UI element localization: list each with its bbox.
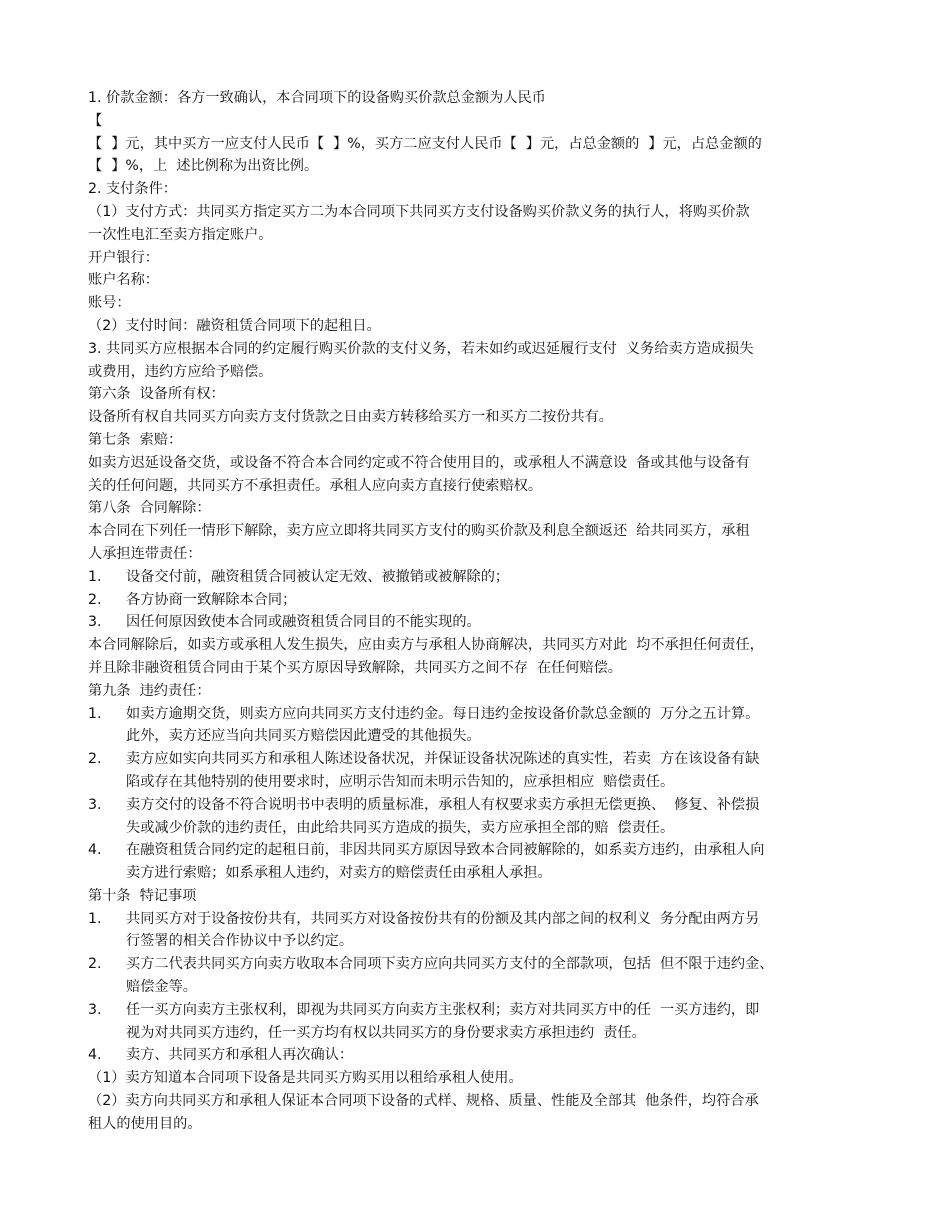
price-split-line: 【 】元，其中买方一应支付人民币【 】%，买方二应支付人民币【 】元，占总金额的 】元，占总金额的	[88, 135, 762, 152]
list-text-cont: 失或减少价款的违约责任，由此给共同买方造成的损失，卖方应承担全部的赔 偿责任。	[126, 819, 675, 836]
payment-obligation-line-cont: 或费用，违约方应给予赔偿。	[88, 363, 273, 380]
list-text-cont: 赔偿金等。	[126, 979, 197, 996]
article-6-heading: 第六条 设备所有权：	[88, 386, 225, 403]
reconfirm-item-2-cont: 租人的使用目的。	[88, 1115, 202, 1132]
list-item	[88, 566, 864, 589]
list-text: 卖方交付的设备不符合说明书中表明的质量标准，承租人有权要求卖方承担无偿更换、 修复、补偿损	[126, 796, 760, 813]
list-text-cont: 视为对共同买方违约，任一买方均有权以共同买方的身份要求卖方承担违约 责任。	[126, 1024, 646, 1041]
article-8-heading: 第八条 合同解除：	[88, 500, 211, 517]
account-name-label: 账户名称：	[88, 272, 159, 289]
termination-consequence-line-cont: 并且除非融资租赁合同由于某个买方原因导致解除，共同买方之间不存 在任何赔偿。	[88, 659, 622, 676]
list-number: 4.	[88, 842, 102, 859]
list-item	[88, 999, 864, 1022]
list-item	[88, 589, 864, 612]
list-text-cont: 卖方进行索赔；如系承租人违约，对卖方的赔偿责任由承租人承担。	[126, 865, 552, 882]
list-text: 各方协商一致解除本合同；	[126, 591, 297, 608]
payment-method-line: （1）支付方式：共同买方指定买方二为本合同项下共同买方支付设备购买价款义务的执行人，将购买价款	[88, 203, 750, 220]
list-number: 1.	[88, 910, 102, 927]
list-item	[88, 839, 864, 862]
payment-obligation-line: 3. 共同买方应根据本合同的约定履行购买价款的支付义务，若未如约或迟延履行支付 义务给卖方造成损失	[88, 340, 754, 357]
contract-document	[88, 87, 864, 1136]
price-amount-clause: 1. 价款金额：各方一致确认，本合同项下的设备购买价款总金额为人民币	[88, 90, 546, 106]
list-number: 3.	[88, 614, 102, 631]
account-number-label: 账号：	[88, 295, 131, 312]
list-item	[88, 953, 864, 976]
article-7-text: 如卖方迟延设备交货，或设备不符合本合同约定或不符合使用目的，或承租人不满意设 备或其他与设备有	[88, 454, 750, 471]
price-split-ratio-line: 【 】%，上 述比例称为出资比例。	[88, 158, 319, 175]
list-text: 设备交付前，融资租赁合同被认定无效、被撤销或被解除的；	[126, 568, 510, 585]
termination-consequence-line: 本合同解除后，如卖方或承租人发生损失，应由卖方与承租人协商解决，共同买方对此 均不承担任何责任，	[88, 637, 764, 654]
list-item	[88, 611, 864, 634]
list-number: 3.	[88, 1001, 102, 1018]
reconfirm-item-2: （2）卖方向共同买方和承租人保证本合同项下设备的式样、规格、质量、性能及全部其 他条件，均符合承	[88, 1093, 759, 1110]
bank-label: 开户银行：	[88, 249, 159, 266]
payment-method-line-cont: 一次性电汇至卖方指定账户。	[88, 226, 273, 243]
list-text-cont: 行签署的相关合作协议中予以约定。	[126, 933, 354, 950]
list-text: 因任何原因致使本合同或融资租赁合同目的不能实现的。	[126, 614, 481, 631]
list-number: 2.	[88, 591, 102, 608]
list-item	[88, 794, 864, 817]
bracket-line: 【	[88, 112, 103, 129]
article-8-text: 本合同在下列任一情形下解除，卖方应立即将共同买方支付的购买价款及利息全额返还 给共同买方，承租	[88, 523, 750, 540]
list-text: 卖方应如实向共同买方和承租人陈述设备状况，并保证设备状况陈述的真实性，若卖 方在该设备有缺	[126, 751, 760, 768]
list-text: 在融资租赁合同约定的起租日前，非因共同买方原因导致本合同被解除的，如系卖方违约，由承租人向	[126, 842, 765, 859]
list-number: 1.	[88, 568, 102, 585]
list-number: 4.	[88, 1047, 102, 1064]
list-text: 任一买方向卖方主张权利，即视为共同买方向卖方主张权利；卖方对共同买方中的任 一买方违约，即	[126, 1001, 760, 1018]
payment-time-line: （2）支付时间：融资租赁合同项下的起租日。	[88, 317, 381, 334]
list-number: 2.	[88, 956, 102, 973]
article-10-heading: 第十条 特记事项	[88, 887, 197, 904]
list-text: 共同买方对于设备按份共有，共同买方对设备按份共有的份额及其内部之间的权利义 务分配由两方另	[126, 910, 760, 927]
list-text: 买方二代表共同买方向卖方收取本合同项下卖方应向共同买方支付的全部款项，包括 但不限于违约金、	[126, 956, 774, 973]
list-text-cont: 陷或存在其他特别的使用要求时，应明示告知而未明示告知的，应承担相应 赔偿责任。	[126, 773, 675, 790]
list-number: 3.	[88, 796, 102, 813]
list-item	[88, 1044, 864, 1067]
list-number: 2.	[88, 751, 102, 768]
article-6-text: 设备所有权自共同买方向卖方支付货款之日由卖方转移给买方一和买方二按份共有。	[88, 409, 613, 426]
list-item	[88, 908, 864, 931]
list-text: 如卖方逾期交货，则卖方应向共同买方支付违约金。每日违约金按设备价款总金额的 万分之五计算。	[126, 705, 760, 722]
list-number: 1.	[88, 705, 102, 722]
reconfirm-item-1: （1）卖方知道本合同项下设备是共同买方购买用以租给承租人使用。	[88, 1070, 523, 1087]
article-8-text-cont: 人承担连带责任：	[88, 545, 202, 562]
article-7-text-cont: 关的任何问题，共同买方不承担责任。承租人应向卖方直接行使索赔权。	[88, 477, 543, 494]
payment-terms-heading: 2. 支付条件：	[88, 181, 177, 198]
article-7-heading: 第七条 索赔：	[88, 431, 183, 448]
list-text: 卖方、共同买方和承租人再次确认：	[126, 1047, 354, 1064]
list-item	[88, 748, 864, 771]
list-text-cont: 此外，卖方还应当向共同买方赔偿因此遭受的其他损失。	[126, 728, 481, 745]
list-item	[88, 703, 864, 726]
article-9-heading: 第九条 违约责任：	[88, 682, 211, 699]
